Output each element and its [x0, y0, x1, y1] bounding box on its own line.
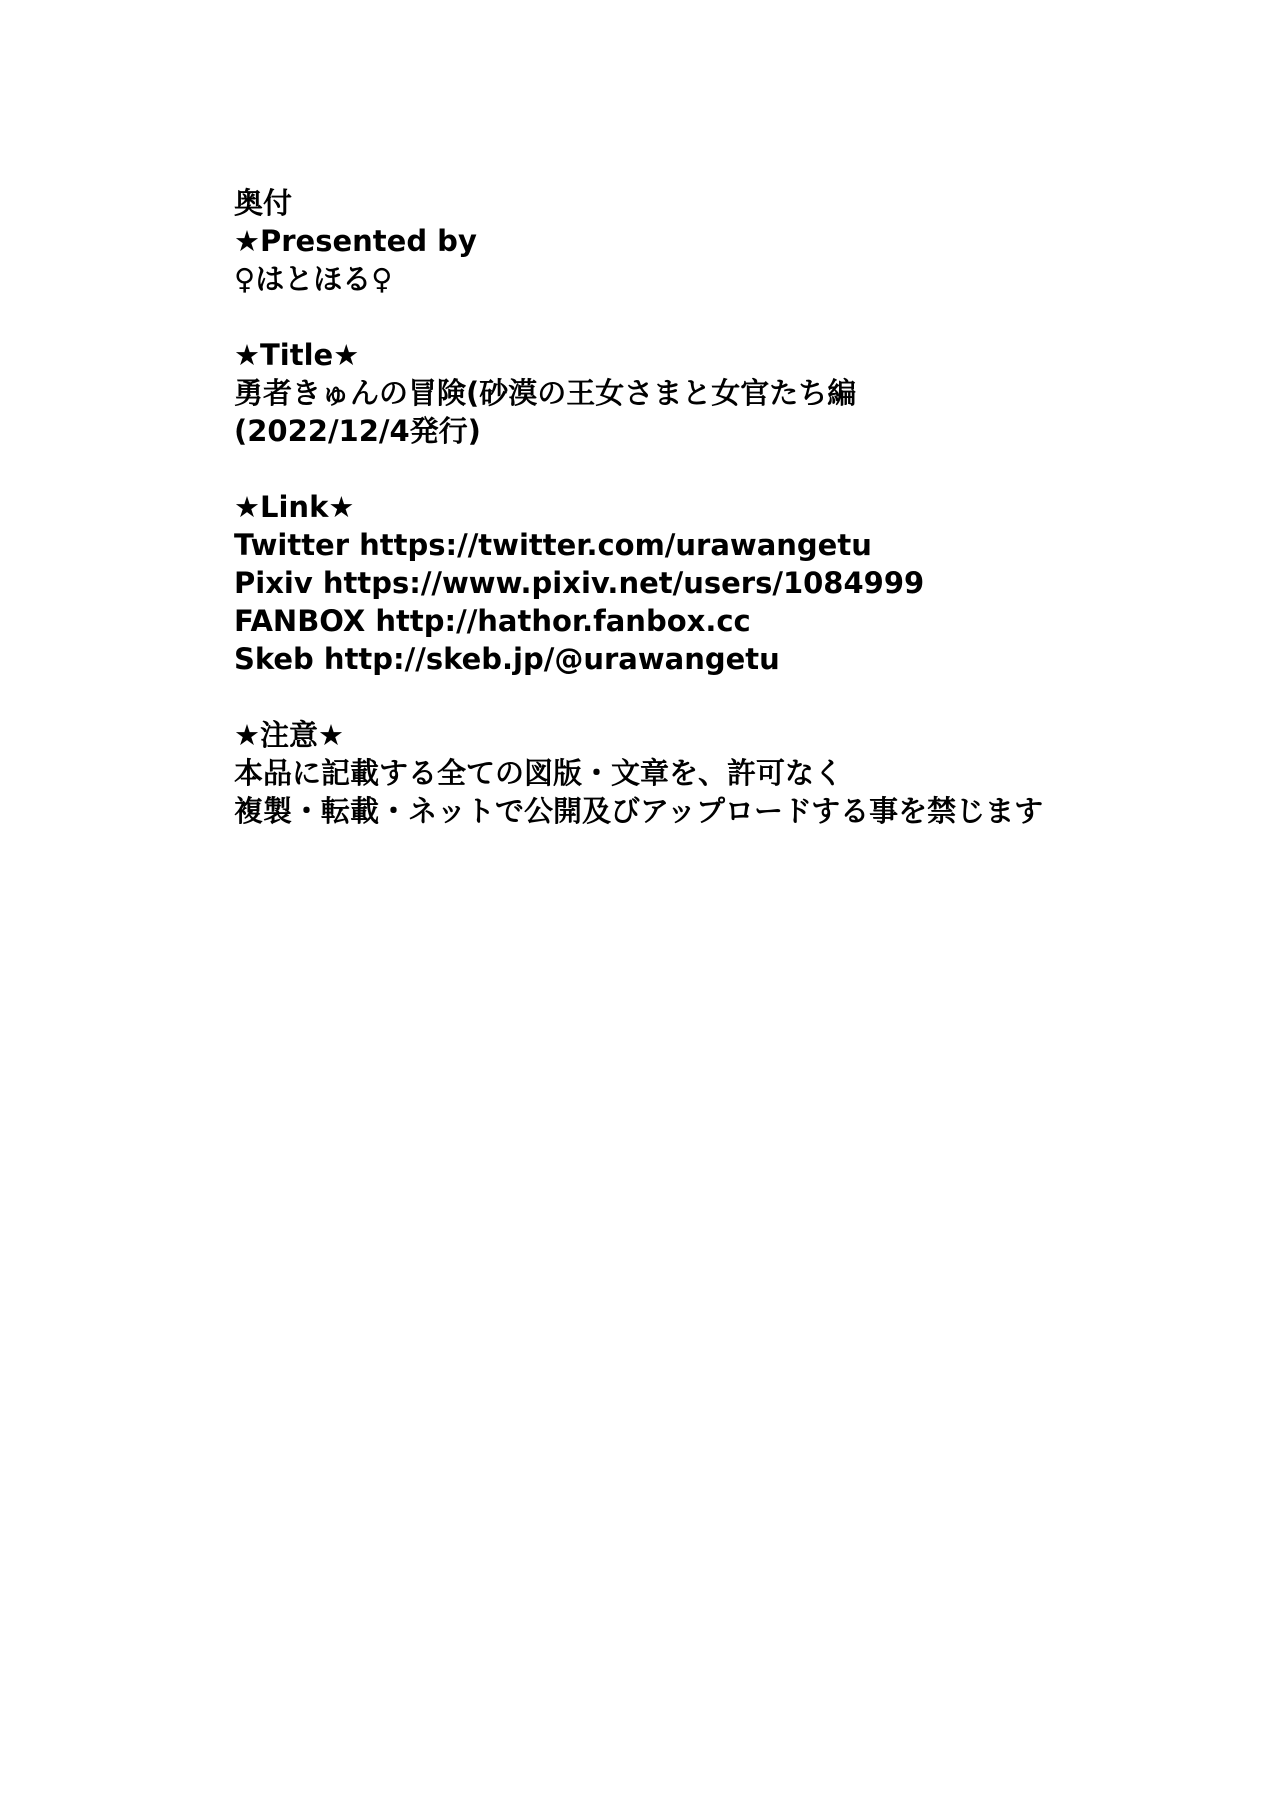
author-name: ♀はとほる♀ [234, 262, 393, 296]
notice-label: ★注意★ [234, 718, 344, 752]
presented-by-label: ★Presented by [234, 224, 477, 258]
notice-line-1: 本品に記載する全ての図版・文章を、許可なく [234, 756, 844, 790]
link-skeb: Skeb http://skeb.jp/@urawangetu [234, 642, 780, 676]
title-line-1: 勇者きゅんの冒険(砂漠の王女さまと女官たち編 [234, 376, 857, 410]
spacer [234, 450, 1234, 488]
title-label: ★Title★ [234, 338, 360, 372]
notice-line-2: 複製・転載・ネットで公開及びアップロードする事を禁じます [234, 794, 1044, 828]
colophon-heading: 奥付 [234, 186, 293, 220]
link-pixiv: Pixiv https://www.pixiv.net/users/1084999 [234, 566, 925, 600]
colophon [234, 184, 1234, 830]
link-twitter: Twitter https://twitter.com/urawangetu [234, 528, 872, 562]
title-line-2: (2022/12/4発行) [234, 414, 481, 448]
link-fanbox: FANBOX http://hathor.fanbox.cc [234, 604, 751, 638]
link-label: ★Link★ [234, 490, 355, 524]
spacer [234, 678, 1234, 716]
spacer [234, 298, 1234, 336]
